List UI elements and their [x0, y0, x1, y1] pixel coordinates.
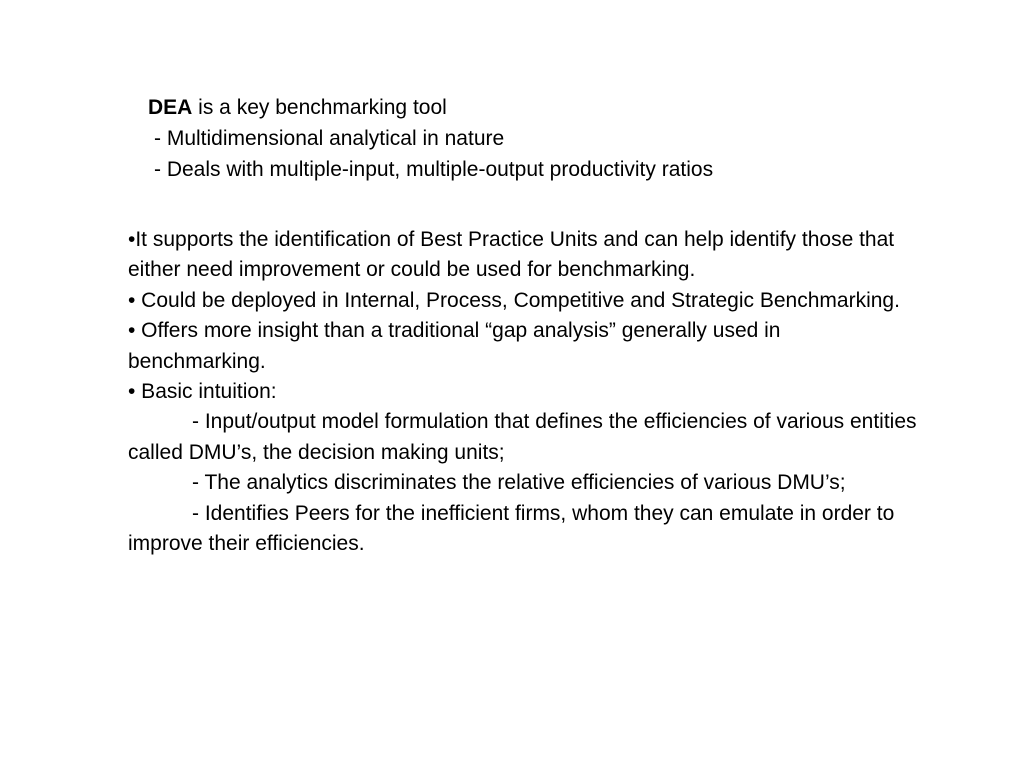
- intuition-item-text: - Input/output model formulation that defines the efficiencies of various entities called DMU’s, the decision making units;: [128, 410, 917, 464]
- intuition-item: [128, 468, 918, 498]
- bullet-item: • Could be deployed in Internal, Process, Competitive and Strategic Benchmarking.: [128, 288, 900, 312]
- intro-headline-rest: is a key benchmarking tool: [192, 96, 447, 119]
- intuition-item-text: - The analytics discriminates the relative efficiencies of various DMU’s;: [192, 471, 846, 495]
- intuition-item: [128, 407, 918, 468]
- intuition-item: [128, 499, 918, 560]
- intro-sub-item: - Multidimensional analytical in nature: [154, 127, 505, 150]
- intuition-item-text: - Identifies Peers for the inefficient firms, whom they can emulate in order to improve their efficiencies.: [128, 501, 895, 556]
- bullet-item: • Basic intuition:: [128, 380, 277, 404]
- intro-headline: [148, 92, 713, 123]
- intro-block: [148, 92, 713, 185]
- bullet-list: [128, 225, 918, 559]
- bullet-item: •It supports the identification of Best Practice Units and can help identify those that either need improvement or could be used for benchmarking.: [128, 228, 895, 282]
- intro-sub-item: - Deals with multiple-input, multiple-output productivity ratios: [154, 158, 714, 181]
- bullet-item: • Offers more insight than a traditional “gap analysis” generally used in benchmarking.: [128, 319, 781, 373]
- dea-term: DEA: [148, 96, 193, 119]
